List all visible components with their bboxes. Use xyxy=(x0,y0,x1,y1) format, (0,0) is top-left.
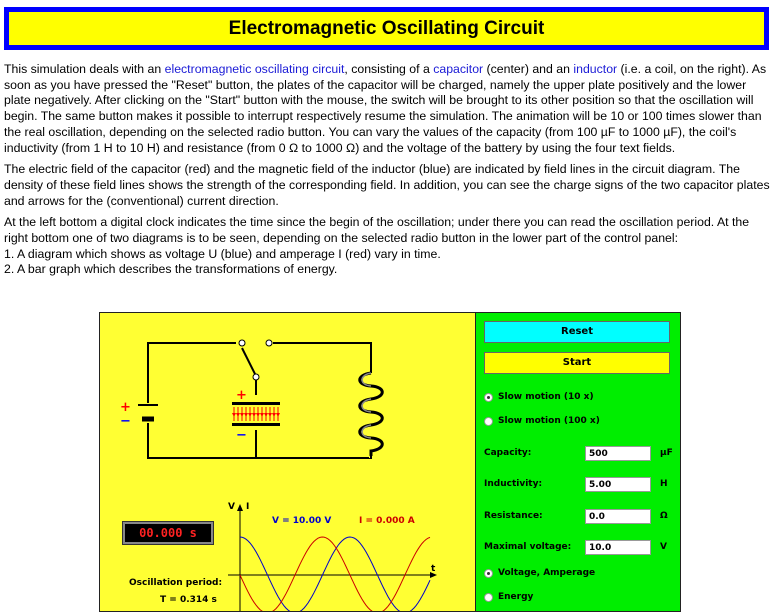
link-inductor[interactable]: inductor xyxy=(573,62,618,76)
oscillation-period-label: Oscillation period: xyxy=(129,578,223,588)
voltage-input[interactable]: 10.0 xyxy=(585,540,651,555)
battery-plus-sign: + xyxy=(120,400,131,415)
control-panel xyxy=(475,313,681,612)
inductivity-input[interactable]: 5.00 xyxy=(585,477,651,492)
radio-slow-10[interactable] xyxy=(484,392,594,402)
axis-i-label: I xyxy=(246,502,250,512)
list-item: 1. A diagram which shows as voltage U (blue) and amperage I (red) vary in time. xyxy=(4,246,441,261)
battery-minus-sign: − xyxy=(120,414,131,429)
digital-clock xyxy=(122,521,214,545)
intro-text-span: (i.e. a coil, on the right). As soon as you have pressed the "Reset" button, the plates of the capacitor will be charged, namely the upper plate positively and the lower plate negatively. After clicking on the "Start" button with the mouse, the switch will be brought to its other position so that the oscillation will begin. The same button makes it possible to interrupt respectively resume the simulation. The animation will be 10 or 100 times slower than the real oscillation, depending on the selected radio button. You can vary the values of the capacity (from 100 µF to 1000 µF), the coil's inductivity (from 1 H to 10 H) and resistance (from 0 Ω to 1000 Ω) and the voltage of the battery by using the four text fields. xyxy=(4,62,767,155)
circuit-svg xyxy=(100,313,475,612)
radio-diagram-energy[interactable] xyxy=(484,592,533,602)
capacity-input[interactable]: 500 xyxy=(585,446,651,461)
capacity-row xyxy=(484,446,674,462)
radio-button-icon[interactable] xyxy=(484,417,493,426)
radio-button-icon[interactable] xyxy=(484,393,493,402)
voltage-label: Maximal voltage: xyxy=(484,542,572,552)
resistance-unit: Ω xyxy=(660,511,668,521)
voltage-readout: V = 10.00 V xyxy=(272,516,332,526)
list-item: 2. A bar graph which describes the transformations of energy. xyxy=(4,262,338,277)
switch[interactable] xyxy=(239,340,272,380)
inductivity-row xyxy=(484,477,674,493)
current-readout: I = 0.000 A xyxy=(359,516,415,526)
intro-text-span: (center) and an xyxy=(483,62,574,76)
oscillation-period-value: T = 0.314 s xyxy=(160,595,217,605)
reset-button[interactable]: Reset xyxy=(484,321,670,343)
intro-text-span: , consisting of a xyxy=(344,62,434,76)
simulation-applet xyxy=(99,312,681,612)
radio-label: Slow motion (10 x) xyxy=(498,392,594,402)
intro-paragraph-3 xyxy=(4,215,770,278)
intro-paragraph-1 xyxy=(4,62,770,156)
capacity-label: Capacity: xyxy=(484,448,532,458)
battery xyxy=(138,405,158,419)
voltage-unit: V xyxy=(660,542,667,552)
radio-label: Voltage, Amperage xyxy=(498,568,596,578)
capacitor-plus-sign: + xyxy=(236,388,247,403)
capacitor xyxy=(232,402,280,426)
radio-button-icon[interactable] xyxy=(484,593,493,602)
radio-label: Slow motion (100 x) xyxy=(498,416,600,426)
inductivity-unit: H xyxy=(660,479,668,489)
radio-button-icon[interactable] xyxy=(484,569,493,578)
resistance-row xyxy=(484,509,674,525)
page-title: Electromagnetic Oscillating Circuit xyxy=(228,18,545,39)
circuit-wires xyxy=(148,343,371,458)
link-electromagnetic-oscillating-circuit[interactable]: electromagnetic oscillating circuit xyxy=(164,62,345,76)
radio-label: Energy xyxy=(498,592,534,602)
wire xyxy=(148,343,236,403)
field-arrows xyxy=(232,413,280,417)
axis-t-label: t xyxy=(431,564,436,574)
title-banner xyxy=(4,7,769,50)
clock-time: 00.000 s xyxy=(125,524,211,542)
intro-text-span: At the left bottom a digital clock indicates the time since the begin of the oscillation; under there you can read the oscillation period. At the right bottom one of two diagrams is to be seen, depending on the selected radio button in the lower part of the control panel: xyxy=(4,215,750,246)
inductivity-label: Inductivity: xyxy=(484,479,543,489)
voltage-row xyxy=(484,540,674,556)
start-button[interactable]: Start xyxy=(484,352,670,374)
capacity-unit: µF xyxy=(660,448,673,458)
resistance-input[interactable]: 0.0 xyxy=(585,509,651,524)
intro-paragraph-2: The electric field of the capacitor (red) and the magnetic field of the inductor (blue) are indicated by field lines in the circuit diagram. The density of these field lines shows the strength of the corresponding field. In addition, you can see the charge signs of the two capacitor plates and arrows for the (conventional) current direction. xyxy=(4,162,770,208)
circuit-canvas xyxy=(100,313,475,612)
resistance-label: Resistance: xyxy=(484,511,543,521)
intro-text xyxy=(4,62,770,284)
capacitor-minus-sign: − xyxy=(236,428,247,443)
axis-v-label: V xyxy=(228,502,235,512)
radio-slow-100[interactable] xyxy=(484,416,600,426)
intro-text-span: This simulation deals with an xyxy=(4,62,165,76)
radio-diagram-va[interactable] xyxy=(484,568,595,578)
link-capacitor[interactable]: capacitor xyxy=(433,62,484,76)
wire xyxy=(148,343,371,458)
